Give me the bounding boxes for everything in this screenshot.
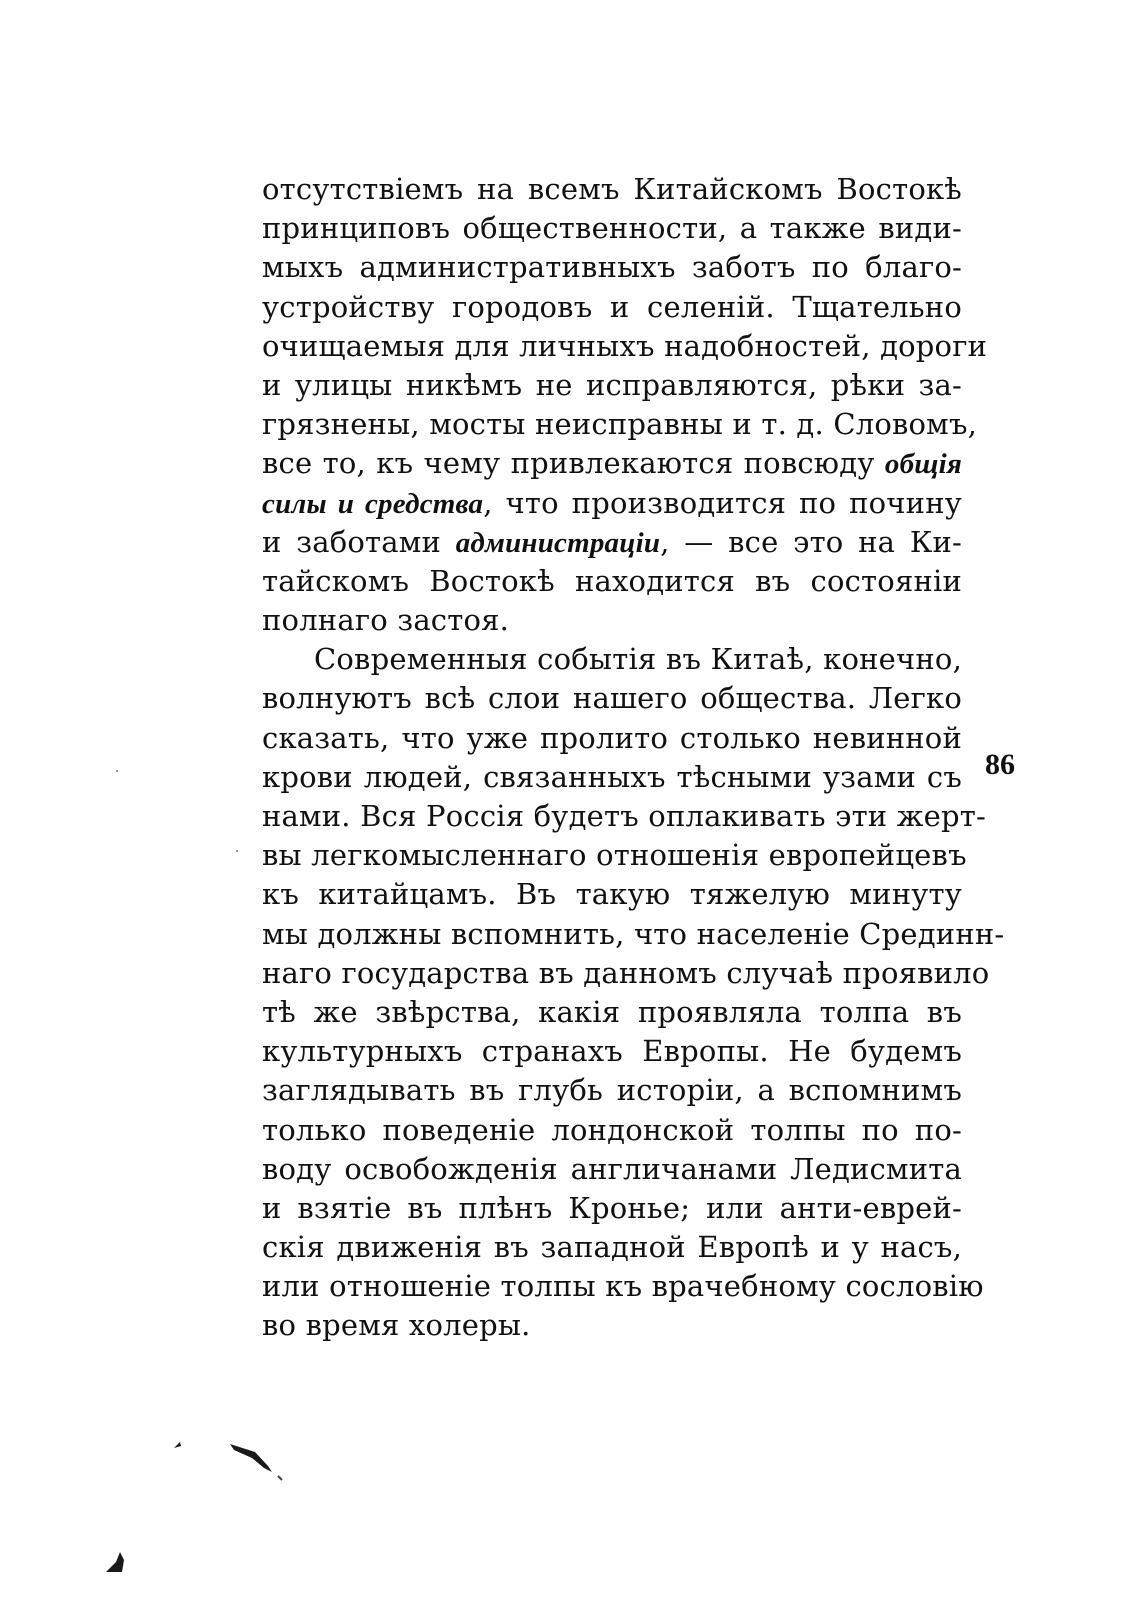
text-segment: , что производится по почину [483, 485, 962, 520]
text-line [262, 836, 967, 875]
text-segment: принциповъ общественности, а также види- [262, 211, 962, 246]
emphasized-text: общія [884, 448, 962, 481]
text-segment: культурныхъ странахъ Европы. Не будемъ [262, 1034, 962, 1069]
text-line [262, 444, 962, 483]
text-line [262, 719, 962, 758]
text-line [262, 1032, 962, 1071]
text-segment: полнаго застоя. [262, 603, 510, 638]
text-line [262, 993, 962, 1032]
text-segment: только поведеніе лондонской толпы по по- [262, 1112, 962, 1147]
text-segment: скія движенія въ западной Европѣ и у насъ, [262, 1230, 962, 1265]
text-line [262, 1111, 962, 1150]
scan-blot-marks [160, 1440, 300, 1590]
text-segment: и заботами [262, 524, 456, 559]
text-segment: тѣ же звѣрства, какія проявляла толпа въ [262, 994, 962, 1029]
text-line [262, 366, 962, 405]
text-line [262, 1228, 962, 1267]
text-segment: мыхъ административныхъ заботъ по благо- [262, 250, 962, 285]
text-segment: устройству городовъ и селеній. Тщательно [262, 289, 962, 324]
text-segment: и улицы никѣмъ не исправляются, рѣки за- [262, 367, 962, 402]
text-segment: крови людей, связанныхъ тѣсными узами съ [262, 759, 962, 794]
text-segment: грязнены, мосты неисправны и т. д. Словомъ, [262, 407, 978, 442]
text-segment: и взятіе въ плѣнъ Кронье; или анти-еврей- [262, 1190, 962, 1225]
text-line [262, 679, 962, 718]
emphasized-text: администраціи [455, 526, 661, 559]
text-line [262, 248, 962, 287]
text-line [262, 915, 1005, 954]
text-segment: во время холеры. [262, 1308, 531, 1343]
text-segment: къ китайцамъ. Въ такую тяжелую минуту [262, 877, 962, 912]
text-line [262, 954, 990, 993]
text-segment: тайскомъ Востокѣ находится въ состояніи [262, 563, 962, 598]
text-line [262, 1071, 962, 1110]
text-line [262, 562, 962, 601]
text-line [262, 1267, 984, 1306]
emphasized-text: силы и средства [262, 487, 484, 520]
text-segment: мы должны вспомнить, что населеніе Срединн- [262, 916, 1005, 951]
text-segment: сказать, что уже пролито столько невинной [262, 720, 962, 755]
text-line [262, 327, 988, 366]
text-segment: или отношеніе толпы къ врачебному сословію [262, 1269, 984, 1304]
text-segment: Современныя событія въ Китаѣ, конечно, [314, 642, 962, 677]
text-segment: заглядывать въ глубь исторіи, а вспомнимъ [262, 1073, 962, 1108]
text-line [262, 1189, 962, 1228]
text-line [262, 405, 978, 444]
text-line [262, 601, 962, 640]
text-segment: воду освобожденія англичанами Ледисмита [262, 1151, 962, 1186]
scan-speck [236, 850, 238, 852]
scan-speck [116, 770, 118, 772]
text-line [262, 1150, 962, 1189]
text-line [262, 758, 962, 797]
text-line [262, 170, 962, 209]
text-line [262, 209, 962, 248]
text-segment: все то, къ чему привлекаются повсюду [262, 446, 885, 481]
text-segment: очищаемыя для личныхъ надобностей, дороги [262, 328, 988, 363]
page-number: 86 [985, 748, 1015, 781]
text-line [262, 797, 987, 836]
text-segment: нами. Вся Россія будетъ оплакивать эти жерт- [262, 799, 987, 833]
text-segment: волнуютъ всѣ слои нашего общества. Легко [262, 681, 962, 716]
text-line [262, 1306, 962, 1345]
scan-blot-corner [102, 1548, 132, 1578]
text-segment: вы легкомысленнаго отношенія европейцевъ [262, 838, 967, 873]
text-segment: отсутствіемъ на всемъ Китайскомъ Востокѣ [262, 172, 962, 206]
text-segment: , — все это на Ки- [660, 524, 962, 559]
text-line [262, 484, 962, 523]
text-line [262, 523, 962, 562]
text-line [262, 875, 962, 914]
text-line [262, 640, 962, 679]
text-line [262, 288, 962, 327]
text-segment: наго государства въ данномъ случаѣ проявило [262, 955, 990, 990]
